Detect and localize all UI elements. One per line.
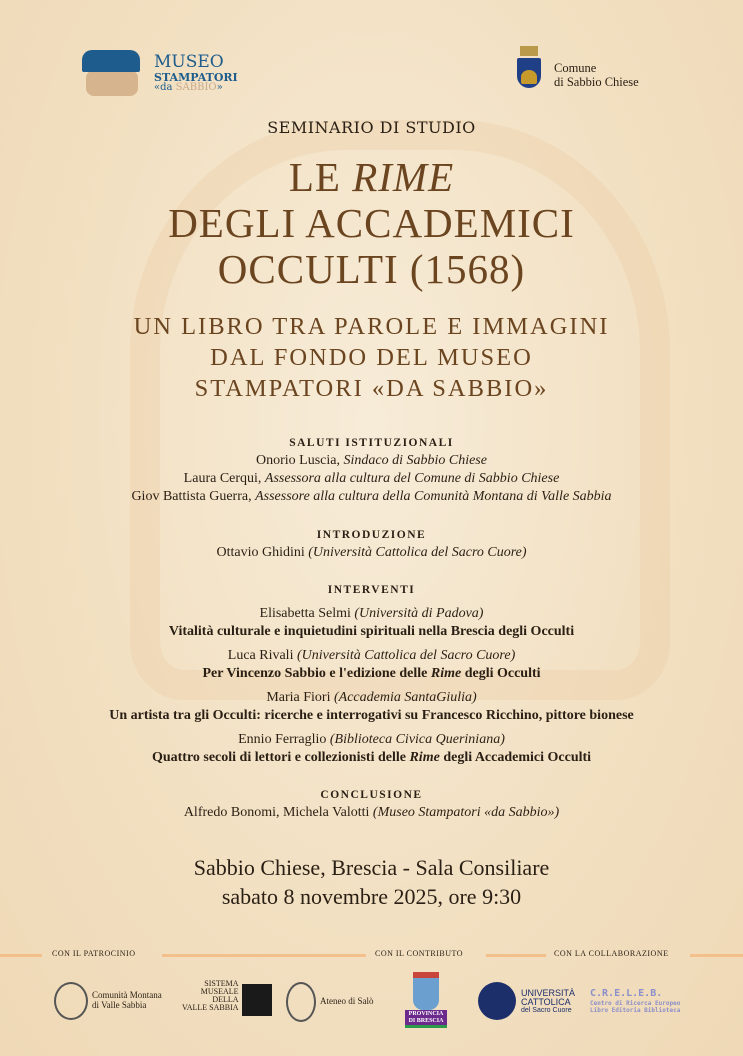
divider xyxy=(0,954,42,957)
comunita-logo: Comunità Montana di Valle Sabbia xyxy=(54,982,162,1020)
speaker: Laura Cerqui, Assessora alla cultura del Comune di Sabbio Chiese xyxy=(183,471,560,486)
speaker: Elisabetta Selmi (Università di Padova) xyxy=(259,606,484,621)
venue: Sabbio Chiese, Brescia - Sala Consiliare xyxy=(193,855,550,880)
seal-icon xyxy=(478,982,516,1020)
speaker: Luca Rivali (Università Cattolica del Sacro Cuore) xyxy=(227,648,516,663)
ateneo-logo: Ateneo di Salò xyxy=(286,982,374,1022)
footer-label: CON LA COLLABORAZIONE xyxy=(554,949,669,958)
crest-icon xyxy=(512,44,546,106)
divider xyxy=(162,954,366,957)
creleb-line: Centro di Ricerca Europeo xyxy=(590,1000,681,1007)
seal-icon xyxy=(54,982,88,1020)
speaker: Maria Fiori (Accademia SantaGiulia) xyxy=(266,690,477,705)
footer-label: CON IL CONTRIBUTO xyxy=(375,949,464,958)
subtitle: DAL FONDO DEL MUSEO xyxy=(210,344,533,371)
divider xyxy=(486,954,546,957)
title: OCCULTI (1568) xyxy=(217,246,526,292)
talk-title: Vitalità culturale e inquietudini spirituali nella Brescia degli Occulti xyxy=(168,624,575,639)
date: sabato 8 novembre 2025, ore 9:30 xyxy=(221,884,522,909)
subtitle: UN LIBRO TRA PAROLE E IMMAGINI xyxy=(133,313,610,340)
logo-text: MUSEO xyxy=(154,52,224,73)
logo-text: Comune xyxy=(554,60,597,75)
section-heading: SALUTI ISTITUZIONALI xyxy=(289,437,454,449)
museo-logo xyxy=(82,48,238,100)
crest-icon xyxy=(413,972,439,1010)
spiral-icon xyxy=(242,984,272,1016)
section-heading: CONCLUSIONE xyxy=(320,789,423,801)
creleb-logo xyxy=(590,988,680,1014)
seal-icon xyxy=(286,982,316,1022)
speaker: Ennio Ferraglio (Biblioteca Civica Queriniana) xyxy=(238,732,505,747)
subtitle: STAMPATORI «DA SABBIO» xyxy=(194,375,549,402)
logo-text: STAMPATORI xyxy=(154,70,238,84)
creleb-title: C.R.E.L.E.B. xyxy=(590,988,663,999)
logo-text: di Sabbio Chiese xyxy=(554,75,639,89)
speaker: Alfredo Bonomi, Michela Valotti (Museo Stampatori «da Sabbio») xyxy=(183,805,560,820)
title: DEGLI ACCADEMICI xyxy=(168,200,575,246)
talk-title: Quattro secoli di lettori e collezionisti delle Rime degli Accademici Occulti xyxy=(151,750,592,765)
talk-title: Per Vincenzo Sabbio e l'edizione delle Rime degli Occulti xyxy=(202,666,541,681)
title: LE RIME xyxy=(288,154,455,200)
logo-text: «da SABBIO» xyxy=(154,82,223,94)
divider xyxy=(690,954,743,957)
footer-label: CON IL PATROCINIO xyxy=(52,949,136,958)
comune-logo xyxy=(512,44,639,106)
sistema-logo: SISTEMA MUSEALE DELLA VALLE SABBIA xyxy=(182,980,272,1016)
section-heading: INTRODUZIONE xyxy=(316,529,427,541)
provincia-logo: PROVINCIA DI BRESCIA xyxy=(405,972,447,1028)
book-icon xyxy=(82,48,144,100)
section-heading: INTERVENTI xyxy=(327,584,416,596)
creleb-line: Libro Editoria Biblioteca xyxy=(590,1007,681,1015)
speaker: Giov Battista Guerra, Assessore alla cultura della Comunità Montana di Valle Sabbia xyxy=(131,489,612,504)
kicker: SEMINARIO DI STUDIO xyxy=(267,118,476,137)
speaker: Onorio Luscia, Sindaco di Sabbio Chiese xyxy=(256,453,487,468)
cattolica-logo: UNIVERSITÀ CATTOLICA del Sacro Cuore xyxy=(478,982,575,1020)
speaker: Ottavio Ghidini (Università Cattolica del Sacro Cuore) xyxy=(216,545,527,560)
talk-title: Un artista tra gli Occulti: ricerche e interrogativi su Francesco Ricchino, pittore bionese xyxy=(109,708,634,723)
